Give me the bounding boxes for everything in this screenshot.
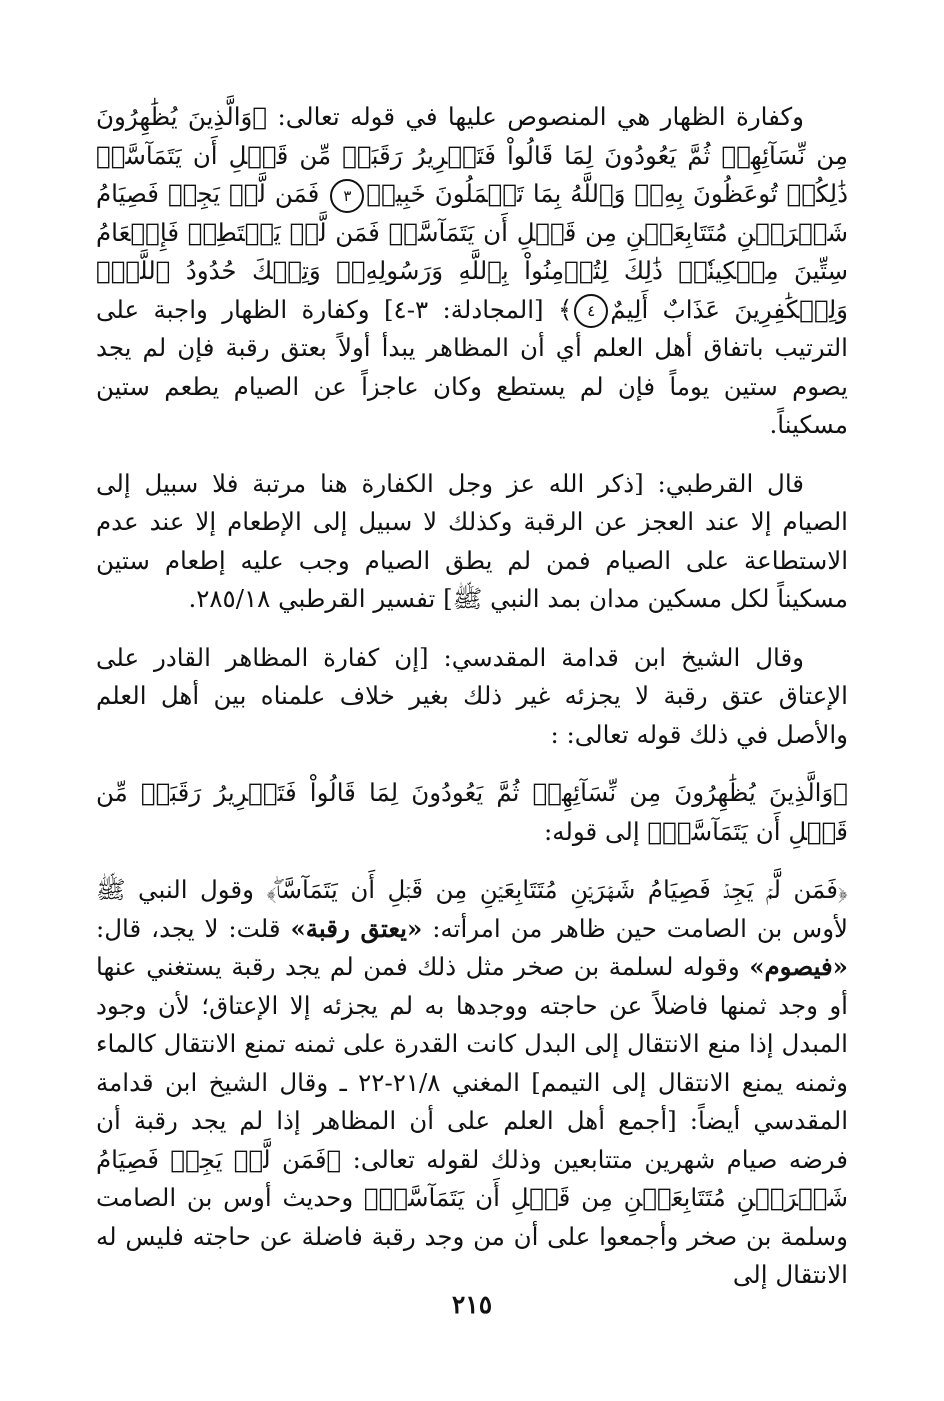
body-text: إلى قوله: xyxy=(543,816,648,846)
ayah-number-marker: ٤ xyxy=(574,294,608,328)
body-text: وقول النبي ﷺ لأوس بن الصامت حين ظاهر من امرأته: xyxy=(96,875,848,943)
hadith-quote: «يعتق رقبة» xyxy=(290,913,423,943)
body-text: وقوله لسلمة بن صخر مثل ذلك فمن لم يجد رقبة يستغني عنها أو وجد ثمنها فاضلاً عن حاجته ووجدها به لم يجزئه إلا الإعتاق؛ لأن وجود المبدل إذا منع الانتقال إلى البدل كانت القدرة على ثمنه تمنع الانتقال كالماء وثمنه يمنع الانتقال إلى التيمم] المغني ٢١/٨-٢٢ ـ وقال الشيخ ابن قدامة المقدسي أيضاً: [أجمع أهل العلم على أن المظاهر إذا لم يجد رقبة أن فرضه صيام شهرين متتابعين وذلك لقوله تعالى: xyxy=(96,952,848,1174)
body-text: وقال الشيخ ابن قدامة المقدسي: [إن كفارة المظاهر القادر على الإعتاق عتق رقبة لا يجزئه غير ذلك بغير خلاف علمناه بين أهل العلم والأصل في ذلك قوله تعالى: : xyxy=(96,642,848,749)
quran-verse: ﴾ xyxy=(557,294,573,324)
hadith-quote: «فيصوم» xyxy=(749,952,848,981)
ayah-number-marker: ٣ xyxy=(330,179,364,213)
paragraph xyxy=(96,639,848,755)
page-body xyxy=(96,98,848,1315)
body-text: قلت: لا يجد، قال: xyxy=(96,913,291,943)
quran-verse: ﴿فَمَن لَّمۡ يَجِدۡ فَصِيَامُ شَهۡرَيۡنِ مُتَتَابِعَيۡنِ مِن قَبۡلِ أَن يَتَمَآسَّاۖ﴾ xyxy=(96,1144,848,1212)
page-number: ٢١٥ xyxy=(451,1290,493,1319)
quran-verse: ﴿فَمَن لَّمۡ يَجِدۡ فَصِيَامُ شَهۡرَيۡنِ مُتَتَابِعَيۡنِ مِن قَبۡلِ أَن يَتَمَآسَّاۖ﴾ xyxy=(266,875,848,904)
paragraph xyxy=(96,774,848,851)
paragraph xyxy=(96,871,848,1295)
paragraph xyxy=(96,98,848,445)
quran-verse: فَمَن لَّمۡ يَجِدۡ فَصِيَامُ شَهۡرَيۡنِ مُتَتَابِعَيۡنِ مِن قَبۡلِ أَن يَتَمَآسَّاۖ فَمَن لَّمۡ يَسۡتَطِعۡ فَإِطۡعَامُ سِتِّينَ مِسۡكِينٗاۚ ذَٰلِكَ لِتُؤۡمِنُواْ بِٱللَّهِ وَرَسُولِهِۦۚ وَتِلۡكَ حُدُودُ ٱللَّهِۗ وَلِلۡكَٰفِرِينَ عَذَابٌ أَلِيمٌ xyxy=(96,179,848,324)
quran-verse: ﴿وَالَّذِينَ يُظَٰهِرُونَ مِن نِّسَآئِهِمۡ ثُمَّ يَعُودُونَ لِمَا قَالُواْ فَتَحۡرِيرُ رَقَبَةٖ مِّن قَبۡلِ أَن يَتَمَآسَّاۚ﴾ xyxy=(96,778,848,846)
quran-verse: ﴿وَالَّذِينَ يُظَٰهِرُونَ مِن نِّسَآئِهِمۡ ثُمَّ يَعُودُونَ لِمَا قَالُواْ فَتَحۡرِيرُ رَقَبَةٖ مِّن قَبۡلِ أَن يَتَمَآسَّاۚ ذَٰلِكُمۡ تُوعَظُونَ بِهِۦۚ وَٱللَّهُ بِمَا تَعۡمَلُونَ خَبِيرٞ xyxy=(96,102,848,208)
body-text: [المجادلة: ٣-٤] وكفارة الظهار واجبة على الترتيب باتفاق أهل العلم أي أن المظاهر يبدأ أولاً بعتق رقبة فإن لم يجد يصوم ستين يوماً فإن لم يستطع وكان عاجزاً عن الصيام يطعم ستين مسكيناً. xyxy=(96,294,848,439)
body-text: وكفارة الظهار هي المنصوص عليها في قوله تعالى: xyxy=(267,102,804,131)
body-text: وحديث أوس بن الصامت وسلمة بن صخر وأجمعوا على أن من وجد رقبة فاضلة عن حاجته فليس له الانتقال إلى xyxy=(96,1183,848,1289)
body-text: قال القرطبي: [ذكر الله عز وجل الكفارة هنا مرتبة فلا سبيل إلى الصيام إلا عند العجز عن الرقبة وكذلك لا سبيل إلى الإطعام إلا عند عدم الاستطاعة على الصيام فمن لم يطق الصيام وجب عليه إطعام ستين مسكيناً لكل مسكين مدان بمد النبي ﷺ] تفسير القرطبي ٢٨٥/١٨. xyxy=(96,468,848,613)
paragraph xyxy=(96,465,848,619)
